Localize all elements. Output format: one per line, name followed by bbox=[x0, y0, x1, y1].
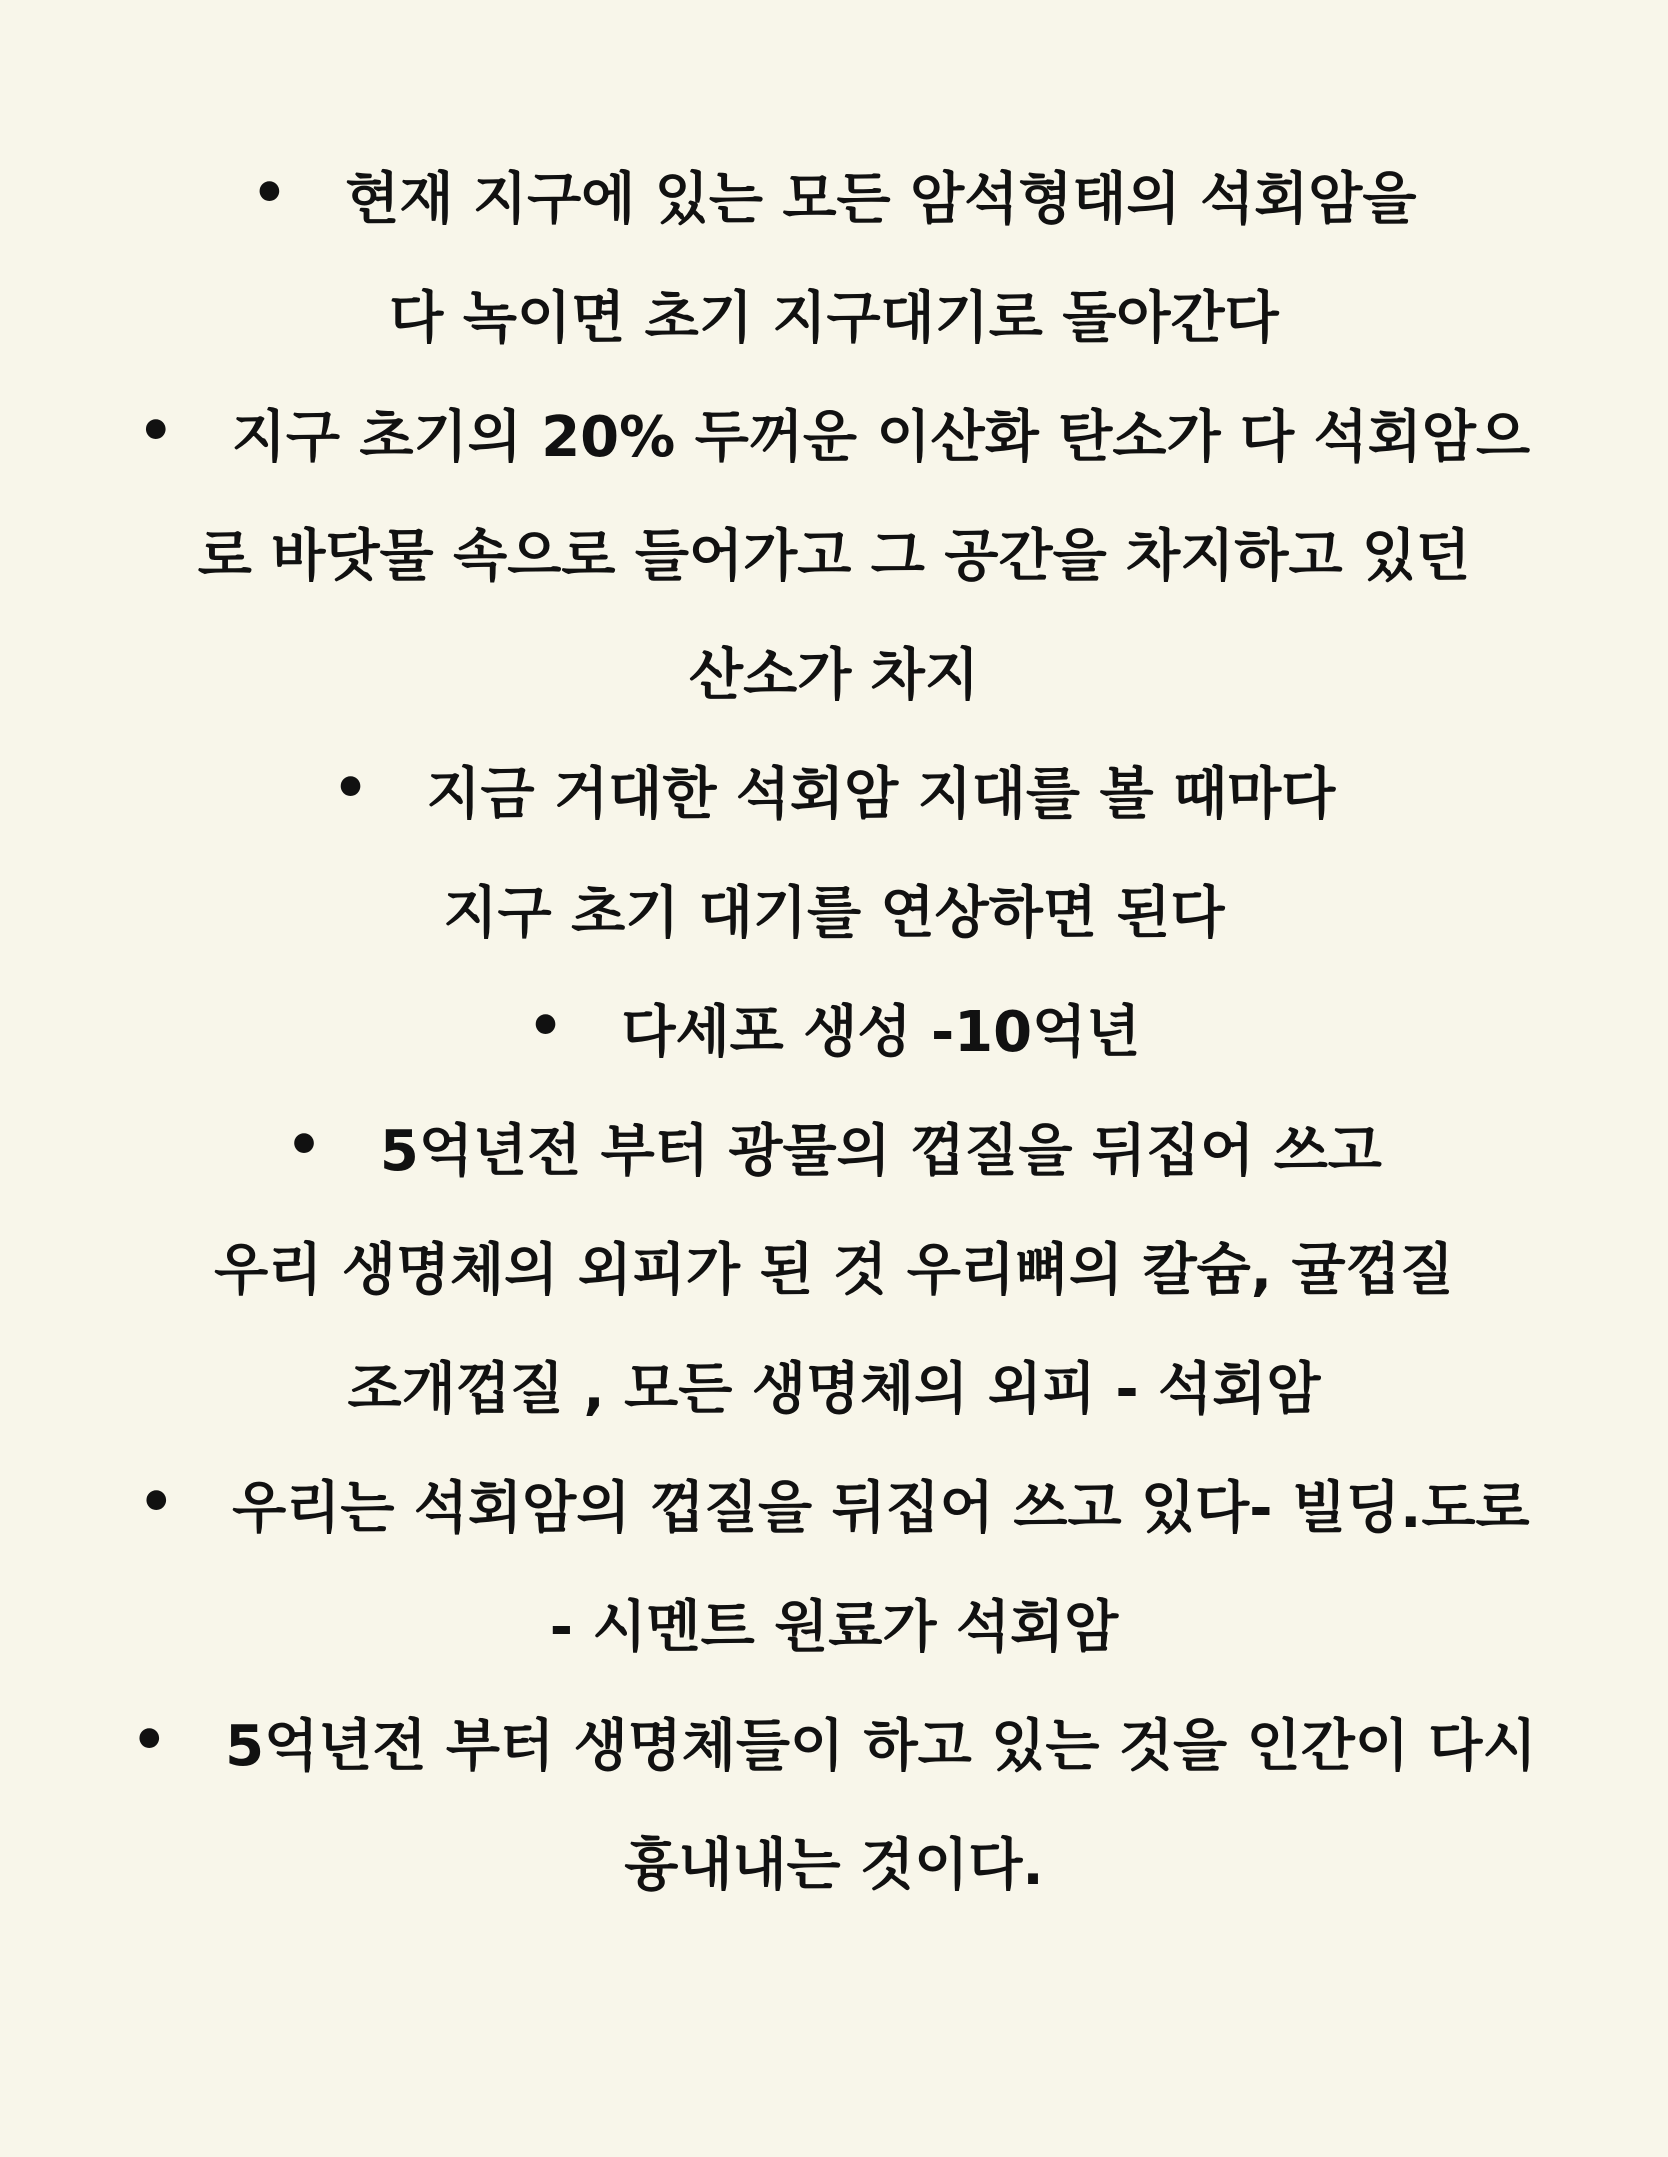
bullet-item-3 bbox=[0, 735, 1668, 855]
bullet-item-6 bbox=[0, 1449, 1668, 1569]
bullet-item-4 bbox=[0, 973, 1668, 1093]
bullet-item-2-text: 지구 초기의 20% 두꺼운 이산화 탄소가 다 석회암으 bbox=[231, 405, 1531, 470]
bullet-item-1-text: 현재 지구에 있는 모든 암석형태의 석회암을 bbox=[345, 167, 1417, 232]
bullet-item-5-continuation-2: 조개껍질 , 모든 생명체의 외피 - 석회암 bbox=[347, 1357, 1321, 1422]
bullet-icon: • bbox=[286, 1113, 322, 1178]
bullet-item-2 bbox=[0, 378, 1668, 498]
bullet-item-7-text: 5억년전 부터 생명체들이 하고 있는 것을 인간이 다시 bbox=[225, 1714, 1537, 1779]
bullet-item-5-continuation-1: 우리 생명체의 외피가 된 것 우리뼈의 칼슘, 귤껍질 bbox=[214, 1238, 1454, 1303]
bullet-item-3-text: 지금 거대한 석회암 지대를 볼 때마다 bbox=[426, 762, 1336, 827]
bullet-icon: • bbox=[332, 756, 369, 821]
bullet-item-7-continuation-1: 흉내내는 것이다. bbox=[624, 1833, 1044, 1898]
bullet-item-7 bbox=[0, 1687, 1668, 1807]
bullet-item-4-text: 다세포 생성 -10억년 bbox=[621, 1000, 1141, 1065]
bullet-item-5 bbox=[0, 1092, 1668, 1212]
bullet-icon: • bbox=[131, 1708, 168, 1773]
bullet-item-6-continuation-1: - 시멘트 원료가 석회암 bbox=[549, 1595, 1119, 1660]
bullet-item-6-text: 우리는 석회암의 껍질을 뒤집어 쓰고 있다- 빌딩.도로 bbox=[232, 1476, 1530, 1541]
bullet-item-5-text: 5억년전 부터 광물의 껍질을 뒤집어 쓰고 bbox=[379, 1119, 1382, 1184]
bullet-item-2-continuation-1: 로 바닷물 속으로 들어가고 그 공간을 차지하고 있던 bbox=[197, 524, 1471, 589]
bullet-item-3-continuation-1: 지구 초기 대기를 연상하면 된다 bbox=[443, 881, 1225, 946]
bullet-icon: • bbox=[137, 399, 174, 464]
bullet-item-1-continuation-1: 다 녹이면 초기 지구대기로 돌아간다 bbox=[389, 286, 1279, 351]
bullet-item-2-continuation-2: 산소가 차지 bbox=[689, 643, 979, 708]
bullet-icon: • bbox=[138, 1470, 175, 1535]
bullet-icon: • bbox=[251, 161, 288, 226]
bullet-icon: • bbox=[527, 994, 564, 1059]
bullet-item-1 bbox=[0, 140, 1668, 260]
